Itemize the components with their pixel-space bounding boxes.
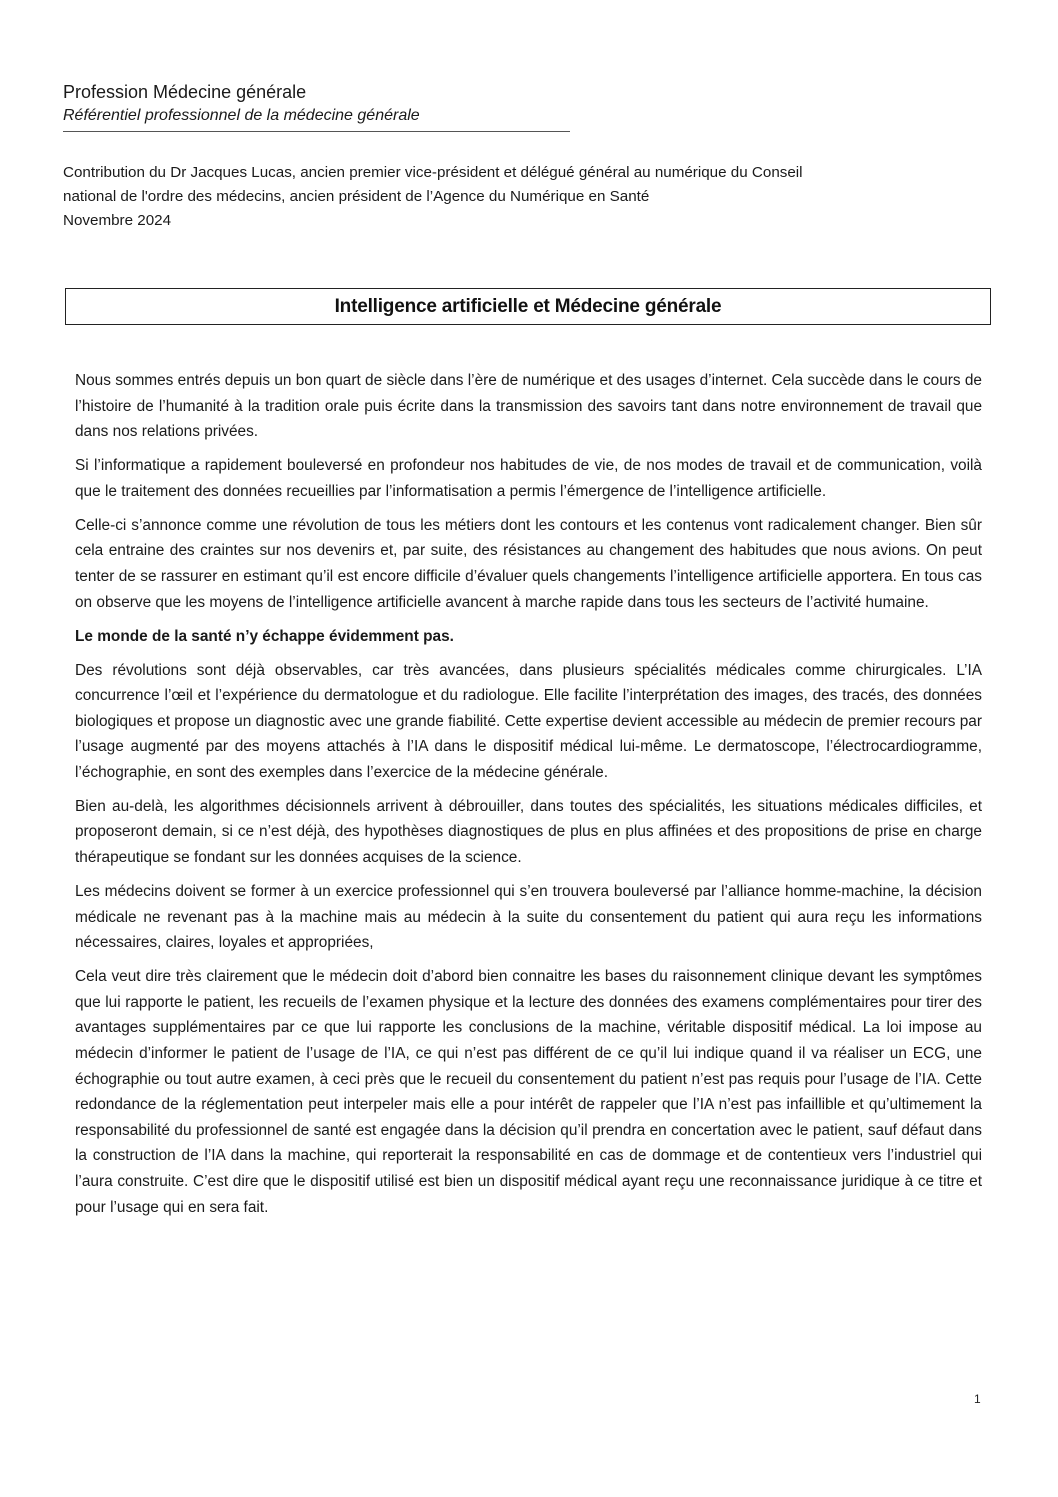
header-divider: [63, 131, 570, 132]
document-title-box: [65, 288, 991, 325]
document-header: [63, 80, 569, 132]
paragraph: Des révolutions sont déjà observables, car très avancées, dans plusieurs spécialités médicales comme chirurgicales. L’IA concurrence l’œil et l’expérience du dermatologue et du radiologue. Elle facilite l’interprétation des images, des tracés, des données biologiques et propose un diagnostic avec une grande fiabilité. Cette expertise devient accessible au médecin de premier recours par l’usage augmenté par des moyens attachés à l’IA dans le dispositif médical lui-même. Le dermatoscope, l’électrocardiogramme, l’échographie, en sont des exemples dans l’exercice de la médecine générale.: [75, 661, 982, 781]
header-subtitle: Référentiel professionnel de la médecine générale: [63, 107, 420, 124]
contribution-line: national de l'ordre des médecins, ancien président de l’Agence du Numérique en Santé: [63, 188, 650, 205]
page-number: 1: [974, 1392, 981, 1406]
paragraph: Si l’informatique a rapidement bouleversé en profondeur nos habitudes de vie, de nos modes de travail et de communication, voilà que le traitement des données recueillies par l’informatisation a permis l’émergence de l’intelligence artificielle.: [75, 457, 982, 500]
paragraph: Bien au-delà, les algorithmes décisionnels arrivent à débrouiller, dans toutes des spécialités, les situations médicales difficiles, et proposeront demain, si ce n’est déjà, des hypothèses diagnostiques de plus en plus affinées et des propositions de prise en charge thérapeutique se fondant sur les données acquises de la science.: [75, 797, 982, 867]
paragraph: Les médecins doivent se former à un exercice professionnel qui s’en trouvera bouleversé par l’alliance homme-machine, la décision médicale ne revenant pas à la machine mais au médecin à la suite du consentement du patient qui aura reçu les informations nécessaires, claires, loyales et appropriées,: [75, 883, 982, 952]
section-heading: Le monde de la santé n’y échappe évidemment pas.: [75, 627, 454, 645]
contribution-line: Contribution du Dr Jacques Lucas, ancien premier vice-président et délégué général au numérique du Conseil: [63, 164, 803, 181]
contribution-date: Novembre 2024: [63, 212, 172, 229]
document-body: [75, 368, 982, 1229]
contribution-block: [63, 161, 963, 233]
paragraph: Nous sommes entrés depuis un bon quart de siècle dans l’ère de numérique et des usages d’internet. Cela succède dans le cours de l’histoire de l’humanité à la tradition orale puis écrite dans la transmission des savoirs tant dans notre environnement de travail que dans nos relations privées.: [75, 372, 982, 441]
document-title: Intelligence artificielle et Médecine générale: [334, 295, 722, 317]
header-title: Profession Médecine générale: [63, 82, 307, 102]
paragraph: Celle-ci s’annonce comme une révolution de tous les métiers dont les contours et les contenus vont radicalement changer. Bien sûr cela entraine des craintes sur nos devenirs et, par suite, des résistances au changement des habitudes que nous avions. On peut tenter de se rassurer en estimant qu’il est encore difficile d’évaluer quels changements l’intelligence artificielle apportera. En tous cas on observe que les moyens de l’intelligence artificielle avancent à marche rapide dans tous les secteurs de l’activité humaine.: [75, 516, 982, 611]
paragraph: Cela veut dire très clairement que le médecin doit d’abord bien connaitre les bases du raisonnement clinique devant les symptômes que lui rapporte le patient, les recueils de l’examen physique et la lecture des données des examens complémentaires pour tirer des avantages supplémentaires par ce que lui rapporte les conclusions de la machine, véritable dispositif médical. La loi impose au médecin d’informer le patient de l’usage de l’IA, ce qui n’est pas différent de ce qu’il lui indique quand il va réaliser un ECG, une échographie ou tout autre examen, à ceci près que le recueil du consentement du patient n’est pas requis pour l’usage de l’IA. Cette redondance de la réglementation peut interpeler mais elle a pour intérêt de rappeler que l’IA n’est pas infaillible et qu’ultimement la responsabilité du professionnel de santé est engagée dans la décision qu’il prendra en concertation avec le patient, sauf défaut dans la construction de l’IA dans la machine, qui reporterait la responsabilité en cas de dommage et de contentieux vers l’industriel qui l’aura construite. C’est dire que le dispositif utilisé est bien un dispositif médical ayant reçu une reconnaissance juridique à ce titre et pour l’usage qui en sera fait.: [75, 968, 982, 1216]
